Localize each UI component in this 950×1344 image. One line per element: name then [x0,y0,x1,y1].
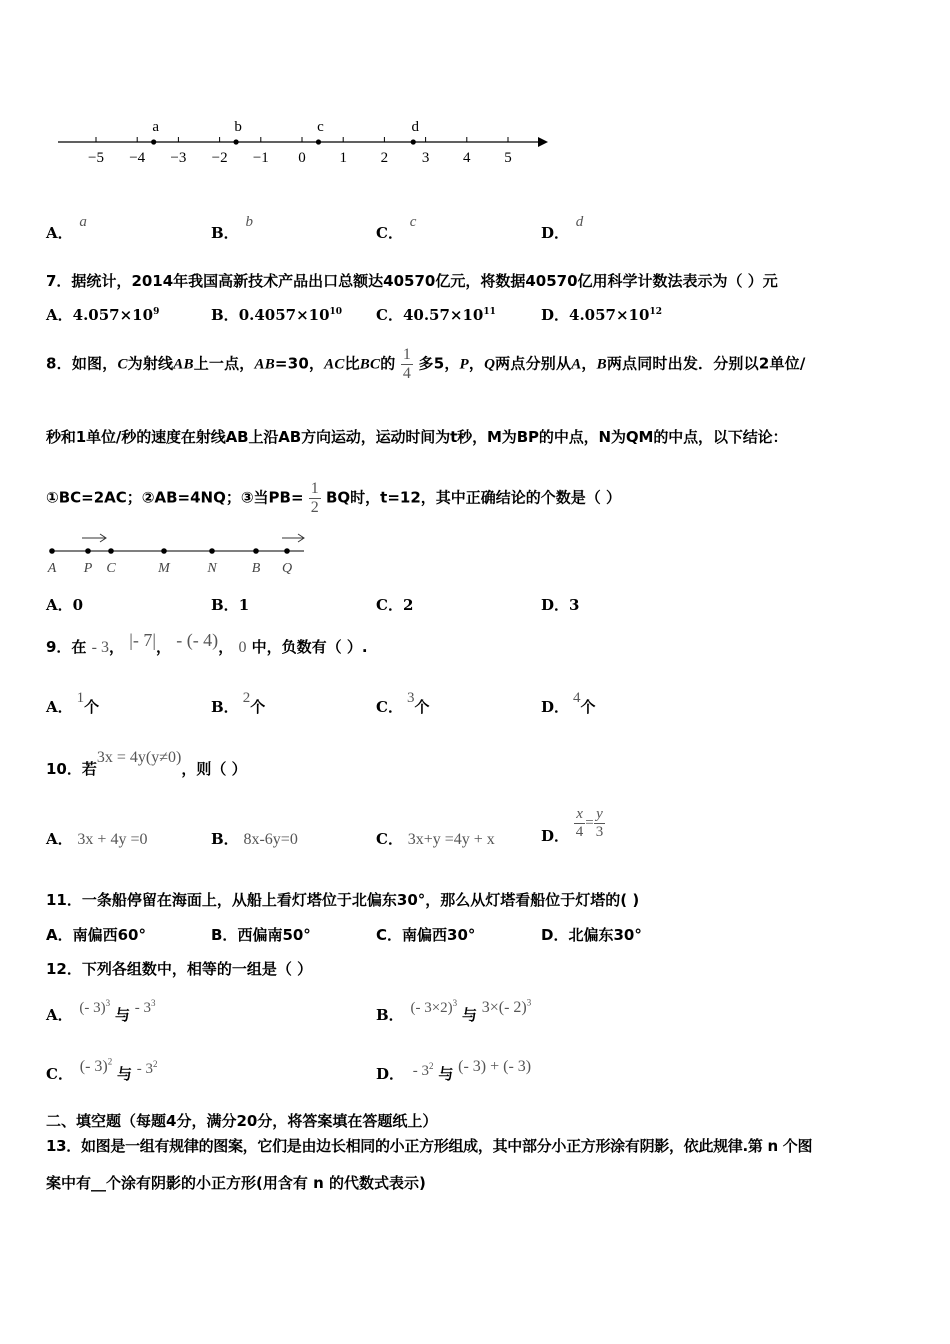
option-expression: 3x + 4y =0 [77,831,148,848]
option-exponent: 12 [649,307,662,317]
tick-label: 1 [339,150,347,166]
option-number: 2 [242,690,251,706]
q9-option-b [211,690,266,717]
conjunction: 与 [117,1065,133,1083]
q11-option-d [541,924,642,945]
q10-option-a [46,828,147,849]
option-letter: B． [211,698,239,716]
q12-stem: 12．下列各组数中，相等的一组是（ ） [46,960,313,978]
option-exponent: 10 [329,307,343,317]
ray-point-label-Q: Q [281,561,293,576]
option-letter: C． [376,698,403,716]
text: ①BC=2AC；②AB=4NQ；③当PB= [46,488,304,507]
conjunction: 与 [114,1006,130,1024]
q12-option-c [46,1056,158,1084]
separator: ， [218,638,234,656]
numerator: x [574,806,586,824]
point-label-a: a [152,119,160,135]
option-unit: 个 [414,698,430,716]
option-number: 3 [406,690,415,706]
point-a [151,139,156,144]
q8-option-b [211,594,249,615]
q12-option-b [376,997,532,1025]
ray-figure-points [47,548,292,576]
q7-option-a [46,304,159,325]
value-neg-neg4: - (- 4) [176,630,219,650]
ray-point-M [161,548,167,554]
text: AB [173,356,194,373]
option-letter: B． [376,1006,404,1024]
expr: (- 3) [79,1000,106,1016]
option-exponent: 9 [153,307,160,317]
text: BQ时，t=12，其中正确结论的个数是（ ） [325,488,622,507]
option-letter: D． [376,1065,405,1083]
option-letter: D． [541,306,570,324]
option-expression: 3x+y =4y + x [407,831,495,848]
text: 中，负数有（ ）. [251,638,368,656]
text: ， [581,354,597,373]
equals-sign: = [585,815,594,831]
condition-equation: 3x = 4y(y≠0) [96,749,182,766]
option-number: 1 [76,690,85,706]
separator: ， [109,638,125,656]
expr: - 3 [412,1063,430,1079]
text: 为射线 [127,354,174,373]
expr: - 3 [134,1000,151,1016]
text: ，则（ ） [181,760,247,778]
tick-label: −3 [170,150,187,166]
q13-stem-line1: 13．如图是一组有规律的图案，它们是由边长相同的小正方形组成，其中部分小正方形涂有阴影，依此规律.第 n 个图 [46,1137,813,1155]
q8-option-a [46,594,83,615]
tick-label: −2 [211,150,228,166]
fraction-one-quarter [401,346,413,382]
ray-point-label-N: N [207,561,217,576]
option-exponent: 11 [483,307,496,317]
ray-point-label-A: A [47,561,57,576]
numerator: 1 [310,480,319,497]
expr: - 3 [136,1061,154,1077]
option-number: 4 [573,690,581,706]
option-letter: A． [46,830,73,848]
option-letter: B． [211,596,239,614]
q6-option-d [541,214,584,243]
option-letter: C． [376,596,403,614]
q12-option-d [376,1058,532,1084]
tick-label: 0 [298,150,306,166]
option-value: a [79,214,87,230]
option-letter: C． [376,830,403,848]
q6-option-c [376,214,417,243]
option-unit: 个 [580,698,596,716]
text: B [596,356,607,373]
q8-option-d [541,594,579,615]
tick-label: 3 [421,150,430,166]
text: 两点同时出发．分别以2单位/ [606,354,806,373]
exponent: 3 [151,998,156,1008]
q10-stem [46,749,247,779]
q12-option-a [46,998,156,1025]
option-value: 1 [238,596,250,614]
q11-option-a [46,924,146,945]
expr: (- 3) + (- 3) [458,1058,532,1075]
number-line-figure [50,112,550,172]
option-letter: C． [376,306,403,324]
option-mantissa: 0.4057×10 [238,306,330,324]
point-label-d: d [411,119,419,135]
option-left [80,1058,112,1075]
option-value: 南偏西30° [402,926,476,944]
exponent: 3 [526,997,532,1008]
text: 多5， [418,354,460,373]
option-left [410,1000,457,1016]
text: 8．如图， [46,354,118,373]
denominator: 2 [310,498,319,516]
denominator: 4 [575,823,584,840]
q8-stem-line1 [46,346,806,382]
ray-point-label-M: M [158,561,170,576]
ray-point-C [108,548,114,554]
text: BC [359,356,381,373]
option-letter: D． [541,698,570,716]
option-value: 2 [402,596,414,614]
option-letter: B． [211,306,239,324]
conjunction: 与 [438,1065,454,1083]
point-d [411,139,416,144]
text: A [571,356,582,373]
option-unit: 个 [250,698,266,716]
separator: ， [155,638,171,656]
option-letter: C． [46,1065,73,1083]
q6-option-a [46,214,87,243]
option-mantissa: 4.057×10 [569,306,650,324]
q13-stem-line2: 案中有__个涂有阴影的小正方形(用含有 n 的代数式表示) [46,1174,426,1192]
point-c [316,139,321,144]
option-right [482,999,532,1016]
text: 的 [380,354,396,373]
conjunction: 与 [461,1006,477,1024]
q7-option-d [541,304,662,325]
q9-option-d [541,690,596,717]
q10-option-c [376,828,495,849]
text: 上一点， [193,354,255,373]
option-letter: A． [46,698,73,716]
option-expression: 8x-6y=0 [243,831,298,848]
text: 两点分别从 [495,354,572,373]
option-value: b [245,214,253,230]
q11-option-c [376,924,475,945]
expr: 3×(- 2) [481,999,527,1016]
option-left [79,1000,110,1016]
option-letter: D． [541,224,570,242]
option-letter: B． [211,926,238,944]
tick-label: −4 [129,150,146,166]
q10-option-b [211,828,298,849]
exponent: 3 [452,998,458,1008]
expr: (- 3×2) [410,1000,453,1016]
ray-point-label-B: B [251,561,261,576]
section-heading: 二、填空题（每题4分，满分20分，将答案填在答题纸上） [46,1112,438,1130]
q9-option-c [376,690,430,717]
option-letter: D． [541,926,569,944]
option-value: c [409,214,417,230]
text: 比 [344,354,360,373]
option-left [413,1063,434,1079]
value-zero: 0 [238,639,247,656]
value-abs-neg7: |- 7| [129,630,156,650]
q7-option-b [211,304,342,325]
q11-stem: 11．一条船停留在海面上，从船上看灯塔位于北偏东30°，那么从灯塔看船位于灯塔的( ) [46,891,640,909]
numerator: 1 [402,346,412,363]
option-right [135,1000,156,1016]
tick-label: −1 [252,150,269,166]
option-letter: A． [46,306,73,324]
option-mantissa: 4.057×10 [72,306,154,324]
exponent: 2 [429,1061,434,1071]
option-letter: D． [541,827,570,845]
option-letter: B． [211,224,239,242]
ray-point-label-P: P [83,561,93,576]
option-value: 西偏南50° [237,926,311,944]
exponent: 2 [107,1056,113,1067]
text: ， [468,354,485,373]
exponent: 2 [153,1059,158,1069]
q10-option-d [541,806,605,845]
denominator: 4 [402,364,412,382]
number-line-points [151,119,419,145]
tick-label: 5 [504,150,512,166]
ray-point-label-C: C [106,561,116,576]
point-b [233,139,238,144]
option-right [137,1061,158,1077]
option-value: d [575,214,584,230]
ray-point-A [49,548,55,554]
q9-stem [46,630,368,657]
q7-option-c [376,304,496,325]
option-letter: A． [46,224,73,242]
numerator: y [594,806,606,824]
text: AC [324,356,345,373]
ray-point-Q [284,548,290,554]
ray-motion-figure [42,528,312,578]
ray-point-B [253,548,259,554]
tick-label: 4 [463,150,471,166]
q6-option-b [211,214,253,243]
text: C [117,356,128,373]
fraction-y-over-3 [594,806,606,840]
q7-stem: 7．据统计，2014年我国高新技术产品出口总额达40570亿元，将数据40570亿用科学计数法表示为（ ）元 [46,272,778,290]
option-letter: C． [376,926,403,944]
denominator: 3 [595,823,604,840]
text: 9．在 [46,638,87,656]
text: Q [484,356,496,373]
option-letter: C． [376,224,403,242]
q8-option-c [376,594,413,615]
option-value: 南偏西60° [72,926,146,944]
q8-stem-line2: 秒和1单位/秒的速度在射线AB上沿AB方向运动，运动时间为t秒，M为BP的中点，N为QM的中点，以下结论： [46,428,788,446]
q9-option-a [46,690,100,717]
ray-point-P [85,548,91,554]
text: P [459,356,469,373]
option-value: 3 [569,596,580,614]
option-letter: A． [46,1006,73,1024]
value-neg3: - 3 [91,639,109,656]
fraction-one-half [309,480,321,516]
text: 10．若 [46,760,97,778]
option-right [458,1058,531,1075]
text: =30， [274,354,325,373]
option-letter: A． [46,596,73,614]
point-label-b: b [234,119,242,135]
fraction-x-over-4 [574,806,586,840]
text: AB [254,356,275,373]
ray-point-N [209,548,215,554]
expr: (- 3) [79,1058,108,1075]
exponent: 3 [105,998,111,1008]
option-mantissa: 40.57×10 [402,306,484,324]
option-value: 0 [72,596,84,614]
option-value: 北偏东30° [568,926,642,944]
tick-label: 2 [380,150,389,166]
q11-option-b [211,924,311,945]
q8-stem-line3 [46,480,621,516]
option-letter: D． [541,596,570,614]
point-label-c: c [317,119,324,135]
option-letter: A． [46,926,73,944]
option-letter: B． [211,830,239,848]
tick-label: −5 [88,150,104,166]
option-unit: 个 [84,698,100,716]
